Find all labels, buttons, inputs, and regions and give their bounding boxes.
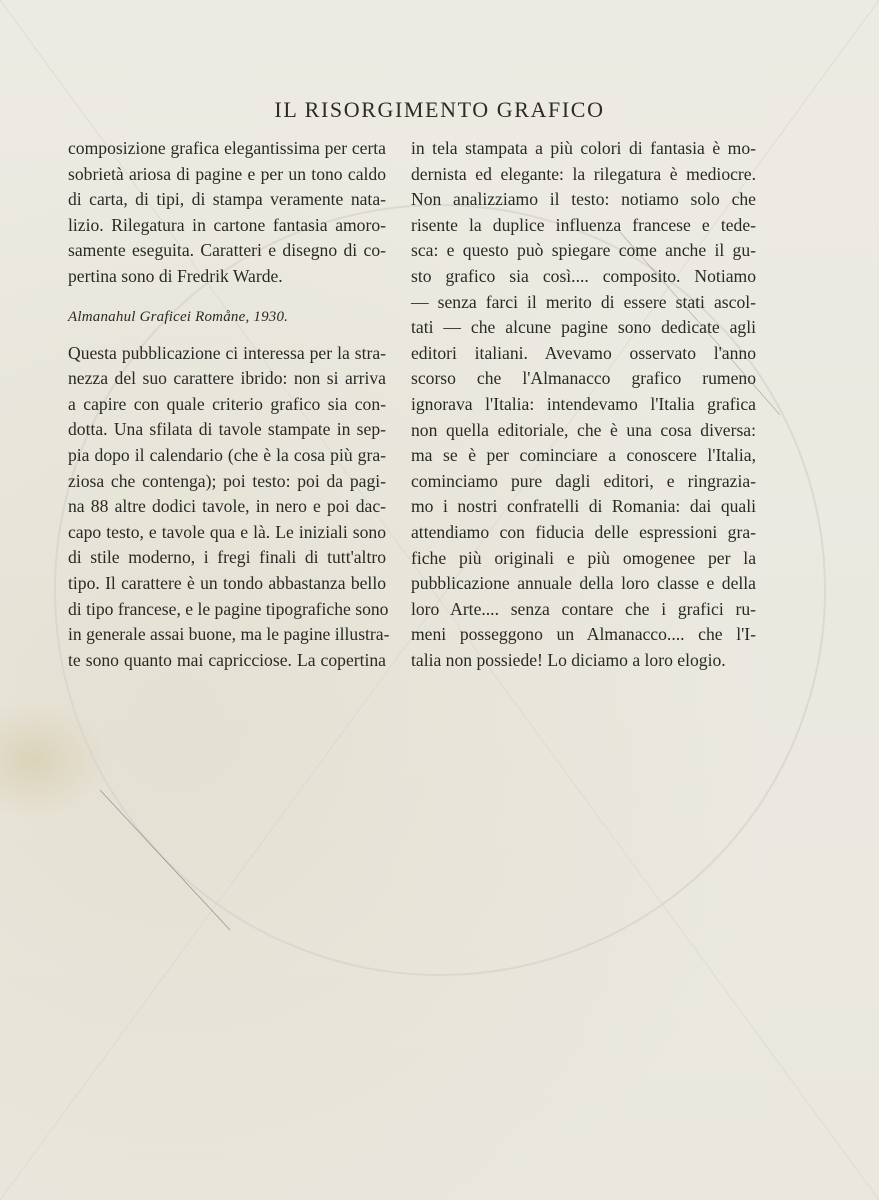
text-line: di tipo francese, e le pagine tipografiche sono: [68, 598, 389, 619]
text-line: a capire con quale criterio grafico sia con-: [68, 393, 386, 414]
text-line: sobrietà ariosa di pagine e per un tono caldo: [68, 163, 386, 184]
text-line: Non analizziamo il testo: notiamo solo che: [411, 189, 756, 210]
text-line: composizione grafica elegantissima per certa: [68, 138, 386, 158]
text-line: di carta, di tipi, di stampa veramente nata-: [68, 189, 386, 210]
text-line: dotta. Una sfilata di tavole stampate in sep-: [68, 419, 386, 440]
text-line: in generale assai buone, ma le pagine illustra-: [68, 624, 390, 645]
text-line: na 88 altre dodici tavole, in nero e poi dac-: [68, 496, 386, 517]
text-line: lizio. Rilegatura in cartone fantasia amoro-: [68, 214, 386, 235]
section-heading: Almanahul Graficei Romåne, 1930.: [68, 308, 289, 325]
text-line: in tela stampata a più colori di fantasia è mo-: [411, 138, 756, 158]
text-line: mo i nostri confratelli di Romania: dai quali: [411, 496, 756, 517]
text-line: samente eseguita. Caratteri e disegno di co-: [68, 240, 386, 261]
text-line: sto grafico sia così.... composito. Notiamo: [411, 265, 756, 286]
text-line: capo testo, e tavole qua e là. Le iniziali sono: [68, 521, 386, 542]
text-line: di stile moderno, i fregi finali di tutt'altro: [68, 547, 386, 568]
text-line: nezza del suo carattere ibrido: non si arriva: [68, 368, 386, 389]
text-line: non quella editoriale, che è una cosa diversa:: [411, 419, 756, 440]
text-line: te sono quanto mai capricciose. La copertina: [68, 649, 386, 670]
paragraph-almanahul: [68, 341, 390, 674]
text-line: tipo. Il carattere è un tondo abbastanza bello: [68, 572, 386, 593]
text-line: attendiamo con fiducia delle espressioni gra-: [411, 521, 756, 542]
text-line: scorso che l'Almanacco grafico rumeno: [411, 368, 756, 389]
text-line: — senza farci il merito di essere stati ascol-: [411, 291, 756, 312]
text-line: pertina sono di Fredrik Warde.: [68, 265, 283, 286]
paragraph-fredrik-warde: [68, 136, 386, 290]
text-line: tati — che alcune pagine sono dedicate agli: [411, 317, 756, 338]
text-line: meni posseggono un Almanacco.... che l'I-: [411, 624, 756, 645]
text-line: talia non possiede! Lo diciamo a loro elogio.: [411, 649, 726, 670]
text-line: ma se è per cominciare a conoscere l'Italia,: [411, 445, 756, 466]
text-line: fiche più originali e più omogenee per la: [411, 547, 756, 568]
text-line: loro Arte.... senza contare che i grafici ru-: [411, 598, 756, 619]
text-line: pia dopo il calendario (che è la cosa più gra-: [68, 444, 386, 465]
text-line: editori italiani. Avevamo osservato l'anno: [411, 342, 756, 363]
text-line: ignorava l'Italia: intendevamo l'Italia grafica: [411, 393, 756, 414]
text-line: cominciamo pure dagli editori, e ringrazia-: [411, 470, 756, 491]
right-column: [411, 136, 756, 673]
text-line: Questa pubblicazione ci interessa per la stra-: [68, 342, 386, 363]
left-column: [68, 136, 390, 673]
text-line: sca: e questo può spiegare come anche il gu-: [411, 240, 756, 261]
text-line: ziosa che contenga); poi testo: poi da pagi-: [68, 470, 386, 491]
text-line: dernista ed elegante: la rilegatura è mediocre.: [411, 163, 756, 184]
text-line: risente la duplice influenza francese e tede-: [411, 214, 756, 235]
running-head: IL RISORGIMENTO GRAFICO: [274, 97, 605, 122]
text-line: pubblicazione annuale della loro classe e della: [411, 573, 756, 594]
